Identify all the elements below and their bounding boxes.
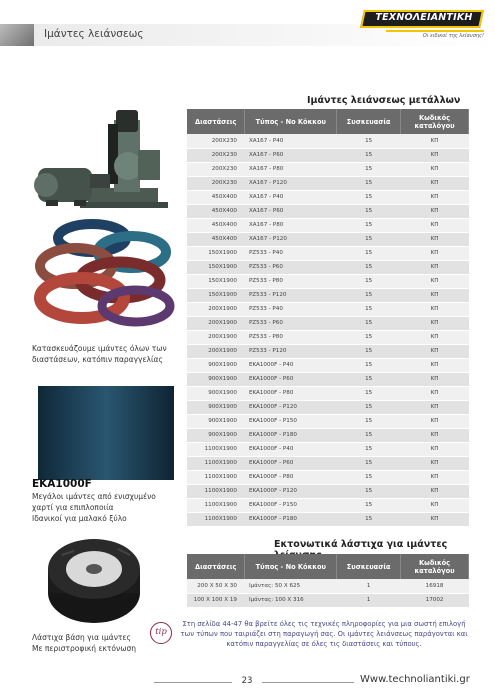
belts-table xyxy=(187,109,469,527)
col-header-packaging: Συσκευασία xyxy=(337,109,401,134)
tip-icon: tip xyxy=(150,622,172,644)
cell-code: ΚΠ xyxy=(401,218,469,232)
cell-dimensions: 900X1900 xyxy=(187,428,245,442)
table-row xyxy=(187,400,469,414)
table-row xyxy=(187,593,469,607)
tip-text: Στη σελίδα 44-47 θα βρείτε όλες τις τεχνικές πληροφορίες για μια σωστή επιλογή των τύπων που ταιριάζει στη παραγωγή σας. Οι ιμάντες λειάνσεως παράγονται και κατόπιν παραγγελίας σε όλες τις διαστάσεις και τύπους. xyxy=(180,620,468,648)
cell-type: PZ533 - P60 xyxy=(245,316,337,330)
eka1000f-roll-image xyxy=(38,386,174,480)
table-row xyxy=(187,386,469,400)
cell-dimensions: 900X1900 xyxy=(187,358,245,372)
cell-code: ΚΠ xyxy=(401,148,469,162)
cell-packaging: 15 xyxy=(337,260,401,274)
eka-caption-line3: Ιδανικοί για μαλακό ξύλο xyxy=(32,514,127,523)
page-number: 23 xyxy=(241,676,253,686)
cell-code: ΚΠ xyxy=(401,498,469,512)
cell-packaging: 15 xyxy=(337,344,401,358)
cell-dimensions: 1100X1900 xyxy=(187,498,245,512)
table-row xyxy=(187,428,469,442)
table-row xyxy=(187,204,469,218)
cell-dimensions: 200X230 xyxy=(187,148,245,162)
table-row xyxy=(187,512,469,526)
col-header-dimensions: Διαστάσεις xyxy=(187,109,245,134)
cell-code: ΚΠ xyxy=(401,134,469,148)
cell-dimensions: 100 X 100 X 19 xyxy=(187,593,245,607)
cell-packaging: 15 xyxy=(337,288,401,302)
cell-type: EKA1000F - P60 xyxy=(245,372,337,386)
cell-packaging: 15 xyxy=(337,162,401,176)
cell-dimensions: 450X400 xyxy=(187,232,245,246)
cell-code: ΚΠ xyxy=(401,330,469,344)
cell-type: XA167 - P80 xyxy=(245,162,337,176)
footer-url-link[interactable]: Www.technoliantiki.gr xyxy=(360,674,470,685)
cell-packaging: 1 xyxy=(337,579,401,593)
cell-dimensions: 200X230 xyxy=(187,162,245,176)
header-swatch xyxy=(0,24,34,46)
cell-packaging: 15 xyxy=(337,190,401,204)
cell-packaging: 15 xyxy=(337,330,401,344)
table-row xyxy=(187,246,469,260)
section-title-metal-belts: Ιμάντες λειάνσεως μετάλλων xyxy=(307,95,461,106)
table-row xyxy=(187,358,469,372)
eka1000f-title: EKA1000F xyxy=(32,478,92,490)
cell-type: XA167 - P40 xyxy=(245,190,337,204)
cell-code: ΚΠ xyxy=(401,442,469,456)
section-title-rubber-wheels: Εκτονωτικά λάστιχα για ιμάντες xyxy=(274,539,448,550)
table-row xyxy=(187,344,469,358)
cell-code: ΚΠ xyxy=(401,162,469,176)
page-header-title: Ιμάντες λειάνσεως xyxy=(44,28,144,40)
cell-code: ΚΠ xyxy=(401,358,469,372)
cell-dimensions: 200X230 xyxy=(187,176,245,190)
cell-packaging: 15 xyxy=(337,134,401,148)
cell-packaging: 15 xyxy=(337,428,401,442)
cell-code: ΚΠ xyxy=(401,344,469,358)
table-row xyxy=(187,176,469,190)
custom-caption-line2: διαστάσεων, κατόπιν παραγγελίας xyxy=(32,355,163,364)
cell-packaging: 1 xyxy=(337,593,401,607)
cell-type: EKA1000F - P80 xyxy=(245,386,337,400)
cell-code: ΚΠ xyxy=(401,260,469,274)
table-row xyxy=(187,330,469,344)
col-header-dimensions-2: Διαστάσεις xyxy=(187,554,245,579)
cell-code: ΚΠ xyxy=(401,414,469,428)
cell-dimensions: 1100X1900 xyxy=(187,470,245,484)
cell-dimensions: 200X230 xyxy=(187,134,245,148)
cell-code: ΚΠ xyxy=(401,372,469,386)
cell-type: EKA1000F - P40 xyxy=(245,442,337,456)
cell-type: PZ533 - P40 xyxy=(245,302,337,316)
cell-dimensions: 1100X1900 xyxy=(187,456,245,470)
belt-grinder-machine-image xyxy=(30,110,180,220)
cell-dimensions: 450X400 xyxy=(187,190,245,204)
col-header-code-line2: καταλόγου xyxy=(414,121,455,130)
table-row xyxy=(187,498,469,512)
eka-caption-line2: χαρτί για επιπλοποιία xyxy=(32,503,114,512)
table-row xyxy=(187,260,469,274)
cell-dimensions: 150X1900 xyxy=(187,260,245,274)
cell-dimensions: 200X1900 xyxy=(187,302,245,316)
table-row xyxy=(187,288,469,302)
brand-logo-text: ΤΕΧΝΟΛΕΙΑΝΤΙΚΗ xyxy=(375,12,473,23)
table-row xyxy=(187,218,469,232)
cell-dimensions: 1100X1900 xyxy=(187,442,245,456)
cell-code: ΚΠ xyxy=(401,386,469,400)
cell-packaging: 15 xyxy=(337,512,401,526)
table-row xyxy=(187,302,469,316)
cell-dimensions: 900X1900 xyxy=(187,386,245,400)
cell-dimensions: 150X1900 xyxy=(187,246,245,260)
cell-type: EKA1000F - P60 xyxy=(245,456,337,470)
cell-dimensions: 200X1900 xyxy=(187,330,245,344)
table-row xyxy=(187,316,469,330)
cell-type: EKA1000F - P180 xyxy=(245,428,337,442)
cell-packaging: 15 xyxy=(337,372,401,386)
cell-type: EKA1000F - P180 xyxy=(245,512,337,526)
assorted-belts-image xyxy=(32,218,180,328)
cell-dimensions: 900X1900 xyxy=(187,372,245,386)
cell-packaging: 15 xyxy=(337,204,401,218)
cell-packaging: 15 xyxy=(337,470,401,484)
cell-packaging: 15 xyxy=(337,358,401,372)
col-header-code-2 xyxy=(401,554,469,579)
cell-type: XA167 - P40 xyxy=(245,134,337,148)
cell-code: ΚΠ xyxy=(401,428,469,442)
table-row xyxy=(187,274,469,288)
cell-dimensions: 1100X1900 xyxy=(187,484,245,498)
table-row xyxy=(187,414,469,428)
cell-code: ΚΠ xyxy=(401,302,469,316)
rubber-table xyxy=(187,554,469,608)
eka-caption-line1: Μεγάλοι ιμάντες από ενισχυμένο xyxy=(32,492,156,501)
brand-logo-underline xyxy=(386,30,484,32)
table-row xyxy=(187,232,469,246)
cell-dimensions: 150X1900 xyxy=(187,274,245,288)
table-row xyxy=(187,470,469,484)
cell-packaging: 15 xyxy=(337,456,401,470)
brand-tagline: Οι ειδικοί της λείανσης! xyxy=(422,33,484,39)
cell-dimensions: 200X1900 xyxy=(187,316,245,330)
cell-dimensions: 900X1900 xyxy=(187,400,245,414)
cell-packaging: 15 xyxy=(337,218,401,232)
cell-code: ΚΠ xyxy=(401,470,469,484)
col-header-code-line1: Κωδικός xyxy=(419,113,451,122)
cell-type: EKA1000F - P80 xyxy=(245,470,337,484)
cell-dimensions: 900X1900 xyxy=(187,414,245,428)
cell-type: Ιμάντας: 50 X 625 xyxy=(245,579,337,593)
cell-type: PZ533 - P80 xyxy=(245,330,337,344)
table-row xyxy=(187,148,469,162)
table-row xyxy=(187,442,469,456)
wheel-caption-line1: Λάστιχα βάση για ιμάντες xyxy=(32,633,131,642)
rubber-wheel-caption xyxy=(32,632,136,654)
table-row xyxy=(187,162,469,176)
cell-type: PZ533 - P120 xyxy=(245,344,337,358)
cell-dimensions: 200 X 50 X 30 xyxy=(187,579,245,593)
footer-divider-right xyxy=(262,682,354,683)
cell-packaging: 15 xyxy=(337,246,401,260)
table-row xyxy=(187,190,469,204)
cell-type: EKA1000F - P150 xyxy=(245,414,337,428)
cell-dimensions: 200X1900 xyxy=(187,344,245,358)
cell-packaging: 15 xyxy=(337,316,401,330)
cell-packaging: 15 xyxy=(337,386,401,400)
cell-code: ΚΠ xyxy=(401,456,469,470)
cell-code: ΚΠ xyxy=(401,288,469,302)
cell-code: ΚΠ xyxy=(401,246,469,260)
cell-code: ΚΠ xyxy=(401,484,469,498)
table-row xyxy=(187,456,469,470)
cell-packaging: 15 xyxy=(337,498,401,512)
cell-code: ΚΠ xyxy=(401,316,469,330)
cell-code: 16918 xyxy=(401,579,469,593)
cell-type: EKA1000F - P120 xyxy=(245,484,337,498)
cell-packaging: 15 xyxy=(337,274,401,288)
footer-divider-left xyxy=(154,682,232,683)
cell-type: XA167 - P60 xyxy=(245,148,337,162)
cell-code: ΚΠ xyxy=(401,232,469,246)
cell-code: ΚΠ xyxy=(401,204,469,218)
cell-type: EKA1000F - P120 xyxy=(245,400,337,414)
cell-code: ΚΠ xyxy=(401,512,469,526)
cell-dimensions: 450X400 xyxy=(187,218,245,232)
custom-belts-caption xyxy=(32,343,167,365)
cell-code: ΚΠ xyxy=(401,190,469,204)
cell-type: EKA1000F - P150 xyxy=(245,498,337,512)
cell-packaging: 15 xyxy=(337,484,401,498)
table-row xyxy=(187,484,469,498)
cell-packaging: 15 xyxy=(337,148,401,162)
table-row xyxy=(187,372,469,386)
cell-type: EKA1000F - P40 xyxy=(245,358,337,372)
cell-type: XA167 - P80 xyxy=(245,218,337,232)
cell-packaging: 15 xyxy=(337,176,401,190)
col-header-code-2-line1: Κωδικός xyxy=(419,558,451,567)
cell-packaging: 15 xyxy=(337,414,401,428)
col-header-type: Τύπος - Νο Κόκκου xyxy=(245,109,337,134)
col-header-code xyxy=(401,109,469,134)
cell-code: ΚΠ xyxy=(401,176,469,190)
col-header-type-2: Τύπος - Νο Κόκκου xyxy=(245,554,337,579)
cell-dimensions: 450X400 xyxy=(187,204,245,218)
cell-dimensions: 1100X1900 xyxy=(187,512,245,526)
col-header-code-2-line2: καταλόγου xyxy=(414,566,455,575)
custom-caption-line1: Κατασκευάζουμε ιμάντες όλων των xyxy=(32,344,167,353)
cell-packaging: 15 xyxy=(337,302,401,316)
cell-type: PZ533 - P40 xyxy=(245,246,337,260)
table-row xyxy=(187,579,469,593)
cell-code: ΚΠ xyxy=(401,400,469,414)
cell-type: PZ533 - P60 xyxy=(245,260,337,274)
rubber-wheel-image xyxy=(44,535,156,629)
cell-dimensions: 150X1900 xyxy=(187,288,245,302)
cell-type: Ιμάντας: 100 X 316 xyxy=(245,593,337,607)
cell-code: ΚΠ xyxy=(401,274,469,288)
cell-packaging: 15 xyxy=(337,232,401,246)
cell-type: XA167 - P60 xyxy=(245,204,337,218)
cell-packaging: 15 xyxy=(337,400,401,414)
col-header-packaging-2: Συσκευασία xyxy=(337,554,401,579)
cell-code: 17002 xyxy=(401,593,469,607)
cell-type: XA167 - P120 xyxy=(245,176,337,190)
cell-type: XA167 - P120 xyxy=(245,232,337,246)
cell-type: PZ533 - P120 xyxy=(245,288,337,302)
eka1000f-caption xyxy=(32,491,156,524)
wheel-caption-line2: Με περιστροφική εκτόνωση xyxy=(32,644,136,653)
table-row xyxy=(187,134,469,148)
cell-type: PZ533 - P80 xyxy=(245,274,337,288)
cell-packaging: 15 xyxy=(337,442,401,456)
